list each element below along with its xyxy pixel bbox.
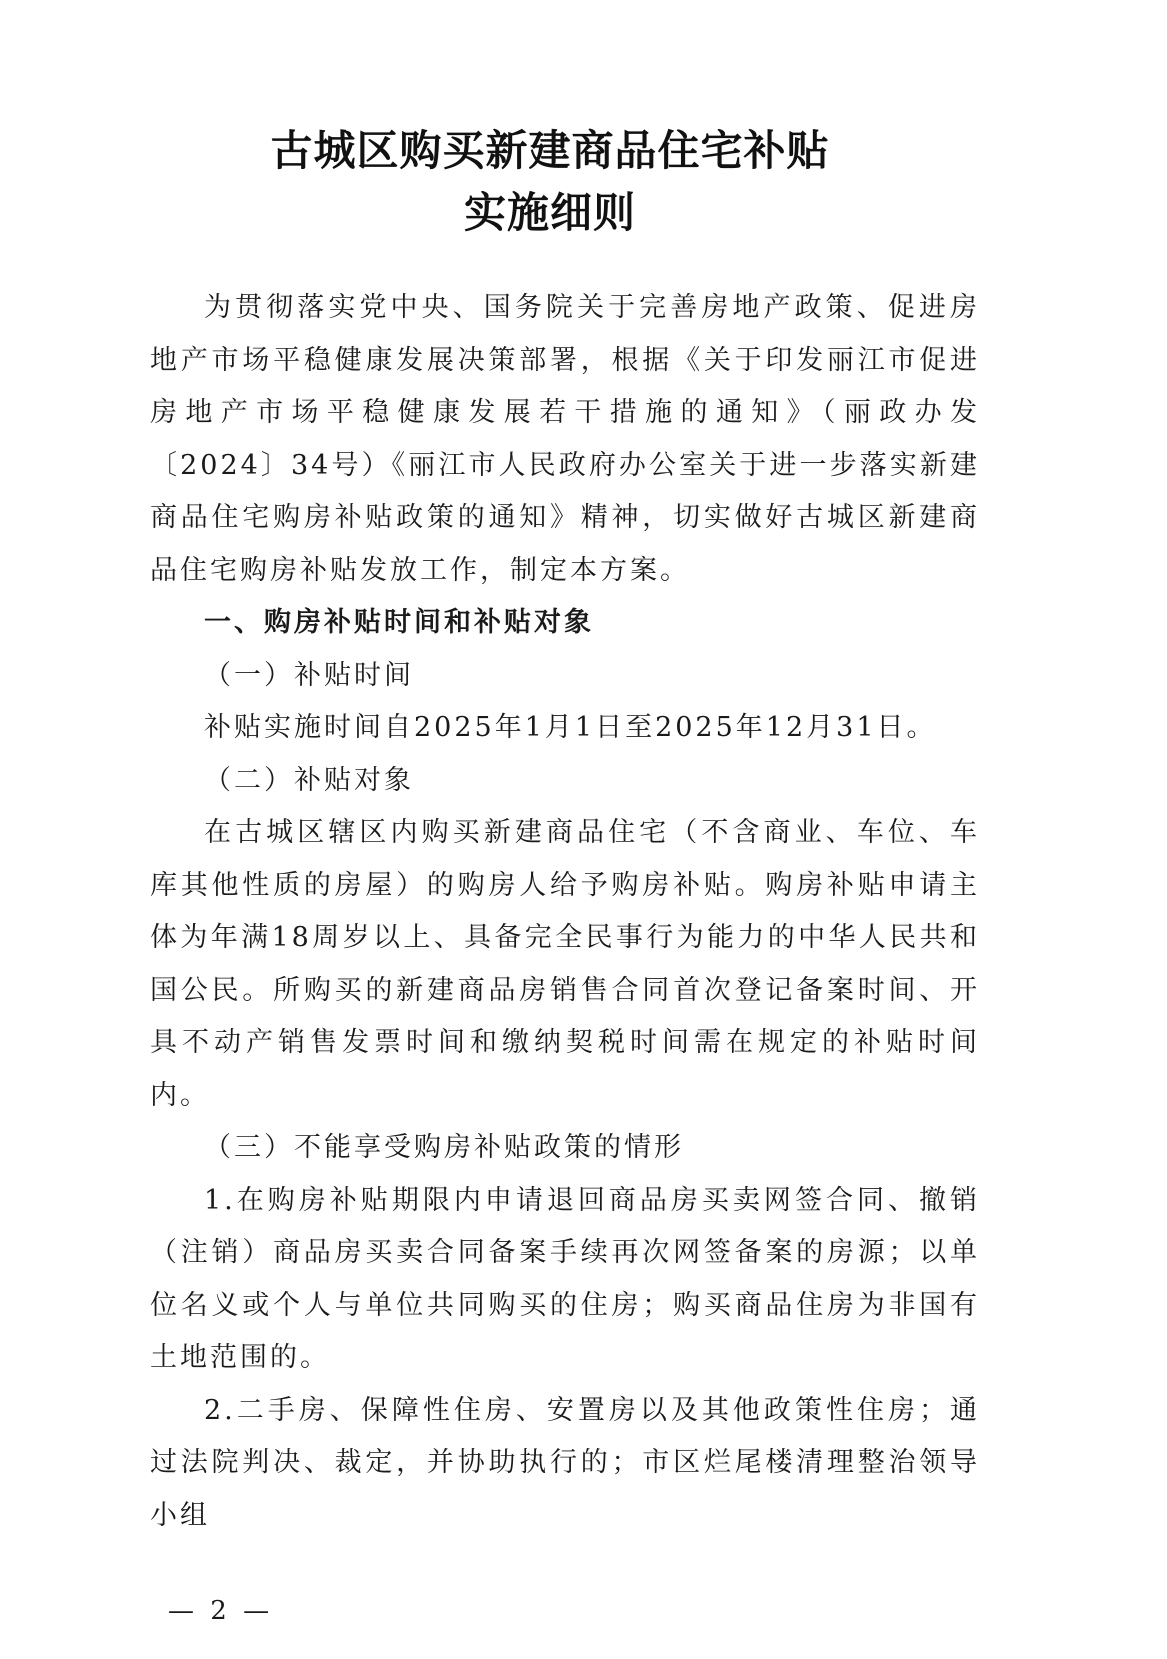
title-line-2: 实施细则 <box>463 188 636 237</box>
subsection-heading-1: （一）补贴时间 <box>204 659 414 691</box>
subsidy-period-paragraph: 补贴实施时间自2025年1月1日至2025年12月31日。 <box>204 712 937 743</box>
intro-paragraph: 为贯彻落实党中央、国务院关于完善房地产政策、促进房地产市场平稳健康发展决策部署，根据《关于印发丽江市促进房地产市场平稳健康发展若干措施的通知》（丽政办发〔2024〕34号）《丽江市人民政府办公室关于进一步落实新建商品住宅购房补贴政策的通知》精神，切实做好古城区新建商品住宅购房补贴发放工作，制定本方案。 <box>150 292 980 586</box>
section-heading-1: 一、购房补贴时间和补贴对象 <box>204 607 594 638</box>
title-line-1: 古城区购买新建商品住宅补贴 <box>270 126 830 175</box>
page-number: — 2 — <box>168 1596 274 1626</box>
document-title <box>0 120 1100 244</box>
exclusion-item-2: 2.二手房、保障性住房、安置房以及其他政策性住房；通过法院判决、裁定，并协助执行的；市区烂尾楼清理整治领导小组 <box>150 1394 980 1531</box>
exclusion-item-1: 1.在购房补贴期限内申请退回商品房买卖网签合同、撤销（注销）商品房买卖合同备案手续再次网签备案的房源；以单位名义或个人与单位共同购买的住房；购买商品住房为非国有土地范围的。 <box>150 1184 980 1373</box>
document-body <box>150 282 980 1542</box>
subsidy-target-paragraph: 在古城区辖区内购买新建商品住宅（不含商业、车位、车库其他性质的房屋）的购房人给予购房补贴。购房补贴申请主体为年满18周岁以上、具备完全民事行为能力的中华人民共和国公民。所购买的新建商品房销售合同首次登记备案时间、开具不动产销售发票时间和缴纳契税时间需在规定的补贴时间内。 <box>150 817 980 1111</box>
subsection-heading-3: （三）不能享受购房补贴政策的情形 <box>204 1132 684 1163</box>
subsection-heading-2: （二）补贴对象 <box>204 764 414 796</box>
